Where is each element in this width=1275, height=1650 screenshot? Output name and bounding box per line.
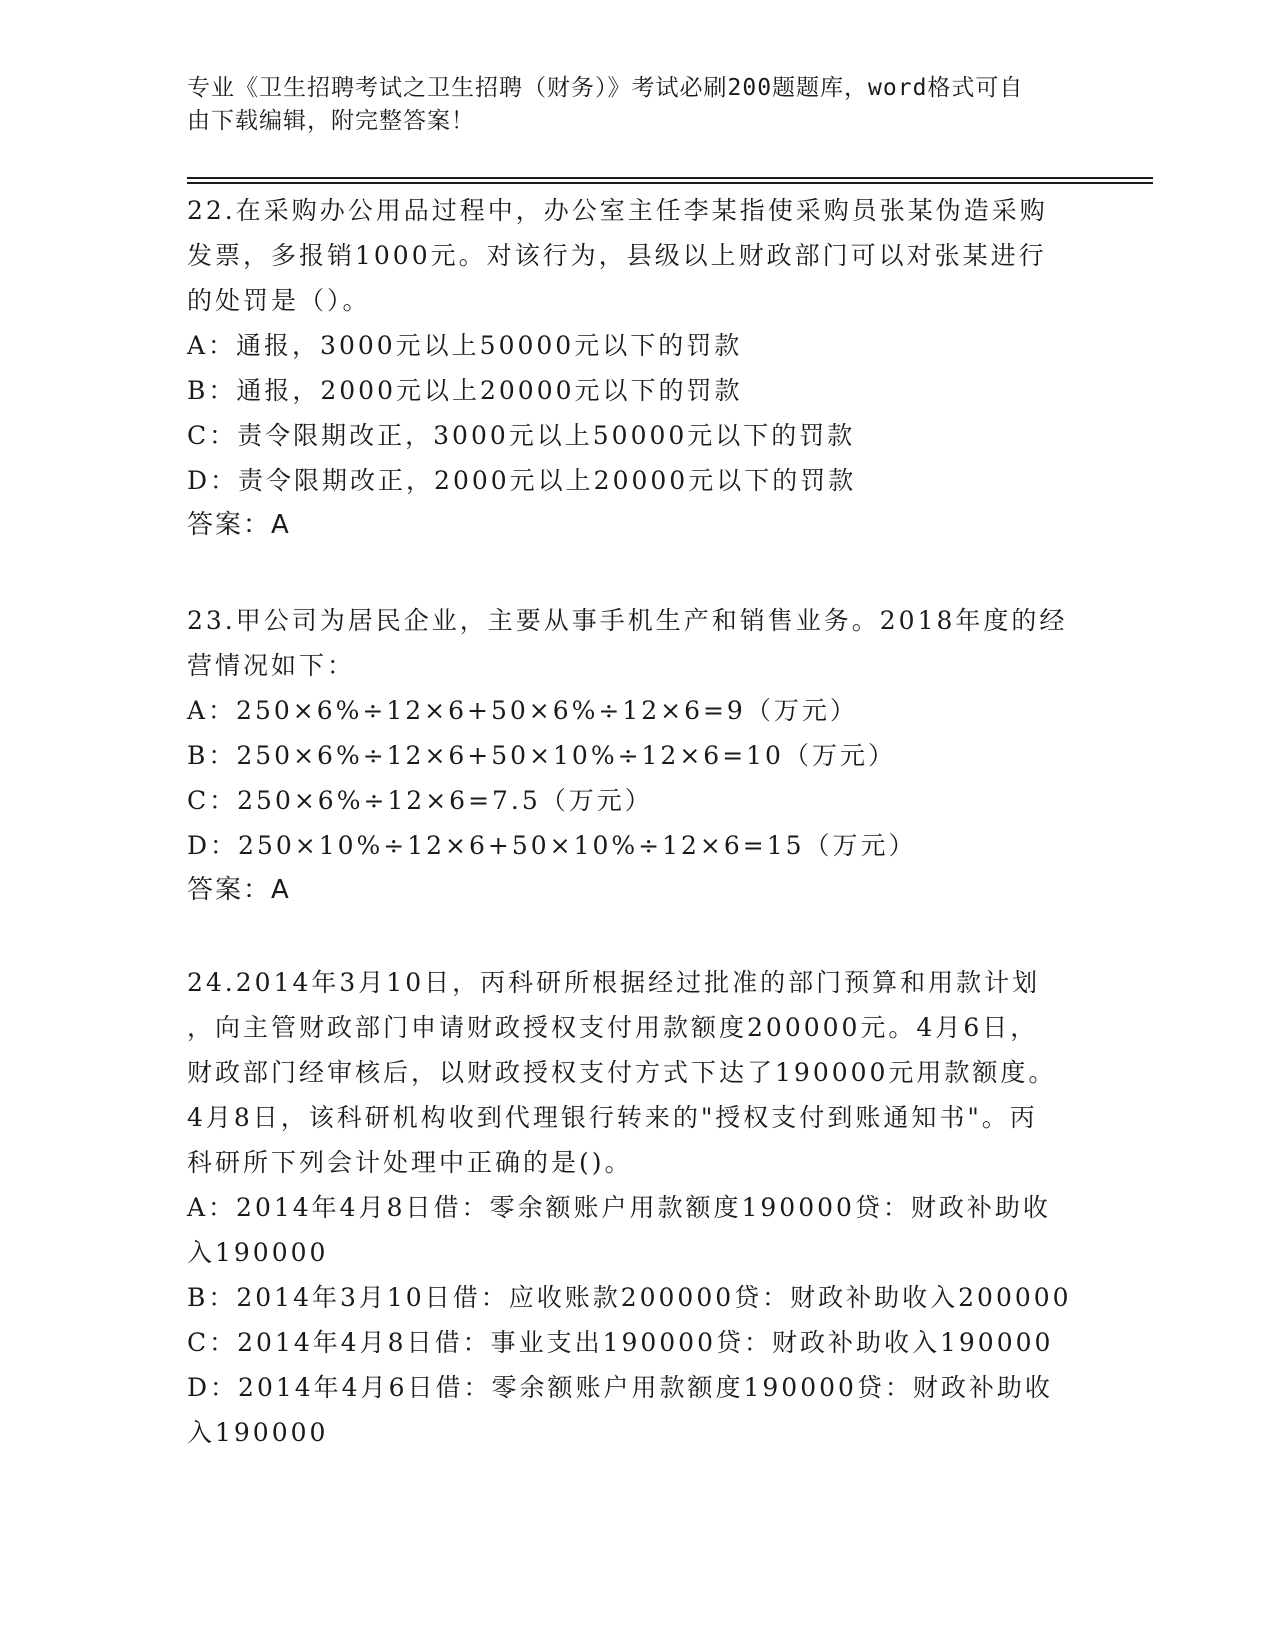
option-c: C：责令限期改正，3000元以上50000元以下的罚款 bbox=[187, 421, 856, 450]
question-24 bbox=[187, 960, 1087, 1455]
question-23 bbox=[187, 598, 1087, 913]
question-stem-line: 4月8日，该科研机构收到代理银行转来的"授权支付到账通知书"。丙 bbox=[187, 1103, 1038, 1132]
header-divider-bottom bbox=[187, 182, 1153, 184]
header-line-1: 专业《卫生招聘考试之卫生招聘（财务）》考试必刷200题题库，word格式可自 bbox=[187, 75, 1024, 101]
question-stem-line: 营情况如下： bbox=[187, 651, 356, 680]
option-a: A：2014年4月8日借：零余额账户用款额度190000贷：财政补助收 bbox=[187, 1193, 1051, 1222]
question-stem-line: 财政部门经审核后，以财政授权支付方式下达了190000元用款额度。 bbox=[187, 1058, 1057, 1087]
question-stem-line: ，向主管财政部门申请财政授权支付用款额度200000元。4月6日， bbox=[187, 1013, 1039, 1042]
option-d: D：2014年4月6日借：零余额账户用款额度190000贷：财政补助收 bbox=[187, 1373, 1053, 1402]
question-stem-line: 24.2014年3月10日，丙科研所根据经过批准的部门预算和用款计划 bbox=[187, 968, 1041, 997]
question-22 bbox=[187, 188, 1087, 548]
header-divider-top bbox=[187, 177, 1153, 179]
option-b: B：2014年3月10日借：应收账款200000贷：财政补助收入200000 bbox=[187, 1283, 1072, 1312]
question-stem-line: 22.在采购办公用品过程中，办公室主任李某指使采购员张某伪造采购 bbox=[187, 196, 1048, 225]
header-line-2: 由下载编辑，附完整答案！ bbox=[187, 108, 475, 134]
question-stem-line: 科研所下列会计处理中正确的是()。 bbox=[187, 1148, 633, 1177]
option-c: C：250×6%÷12×6=7.5（万元） bbox=[187, 786, 653, 815]
document-header bbox=[187, 72, 1067, 138]
option-b: B：250×6%÷12×6+50×10%÷12×6=10（万元） bbox=[187, 741, 896, 770]
question-stem-line: 发票，多报销1000元。对该行为，县级以上财政部门可以对张某进行 bbox=[187, 241, 1047, 270]
answer-line: 答案：A bbox=[187, 510, 291, 540]
option-b: B：通报，2000元以上20000元以下的罚款 bbox=[187, 376, 743, 405]
option-a: A：250×6%÷12×6+50×6%÷12×6=9（万元） bbox=[187, 696, 858, 725]
question-stem-line: 23.甲公司为居民企业，主要从事手机生产和销售业务。2018年度的经 bbox=[187, 606, 1068, 635]
option-d-continued: 入190000 bbox=[187, 1418, 329, 1447]
option-d: D：250×10%÷12×6+50×10%÷12×6=15（万元） bbox=[187, 831, 917, 860]
option-a: A：通报，3000元以上50000元以下的罚款 bbox=[187, 331, 743, 360]
option-c: C：2014年4月8日借：事业支出190000贷：财政补助收入190000 bbox=[187, 1328, 1054, 1357]
question-stem-line: 的处罚是（）。 bbox=[187, 286, 371, 315]
option-d: D：责令限期改正，2000元以上20000元以下的罚款 bbox=[187, 466, 857, 495]
answer-line: 答案：A bbox=[187, 875, 291, 905]
option-a-continued: 入190000 bbox=[187, 1238, 329, 1267]
